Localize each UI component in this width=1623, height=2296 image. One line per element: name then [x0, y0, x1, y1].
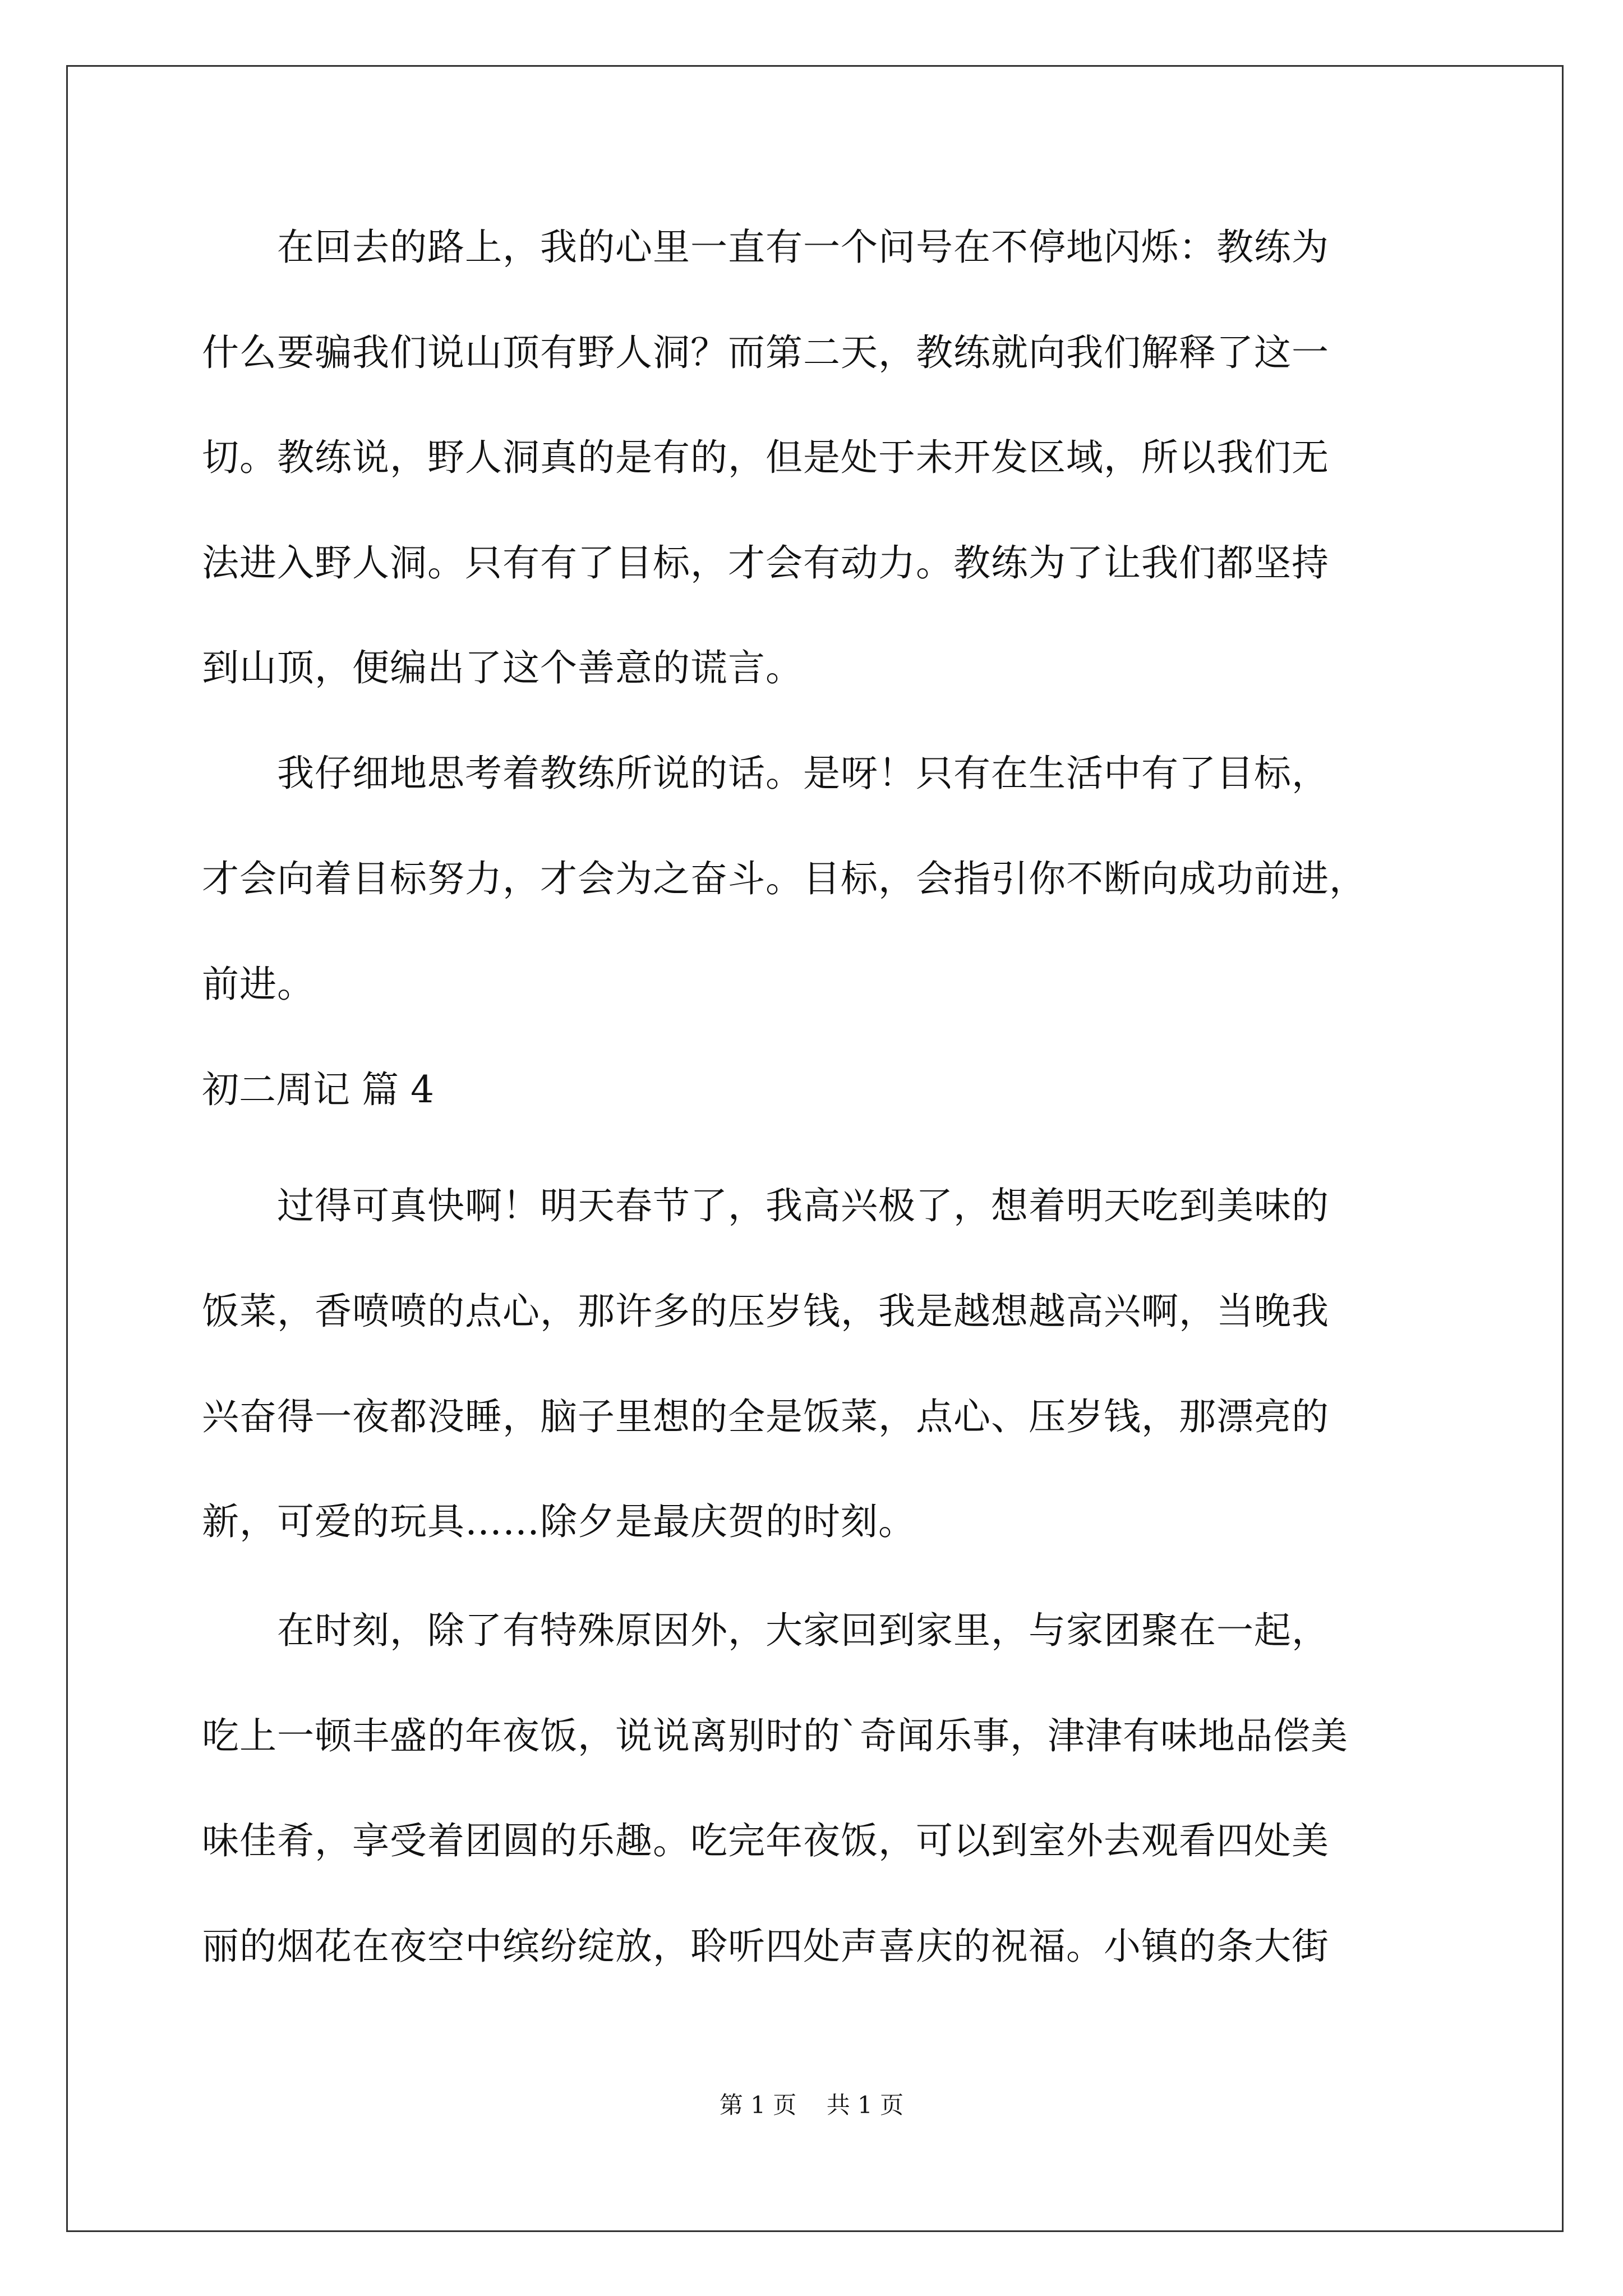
paragraph-1-line-5: 到山顶，便编出了这个善意的谎言。 — [202, 646, 803, 689]
paragraph-3-line-1: 过得可真快啊！明天春节了，我高兴极了，想着明天吃到美味的 — [202, 1184, 1329, 1227]
paragraph-3-line-2: 饭菜，香喷喷的点心，那许多的压岁钱，我是越想越高兴啊，当晚我 — [202, 1290, 1329, 1333]
paragraph-1-line-3: 切。教练说，野人洞真的是有的，但是处于未开发区域，所以我们无 — [202, 436, 1329, 479]
section-heading: 初二周记 篇 4 — [202, 1068, 434, 1111]
paragraph-1-line-2: 什么要骗我们说山顶有野人洞？而第二天，教练就向我们解释了这一 — [202, 331, 1329, 374]
page-border — [66, 65, 1564, 2232]
paragraph-2-line-2: 才会向着目标努力，才会为之奋斗。目标，会指引你不断向成功前进， — [202, 857, 1367, 900]
paragraph-4-line-3: 味佳肴，享受着团圆的乐趣。吃完年夜饭，可以到室外去观看四处美 — [202, 1819, 1329, 1862]
paragraph-3-line-4: 新，可爱的玩具……除夕是最庆贺的时刻。 — [202, 1500, 916, 1543]
paragraph-1-line-4: 法进入野人洞。只有有了目标，才会有动力。教练为了让我们都坚持 — [202, 541, 1329, 585]
paragraph-2-line-1: 我仔细地思考着教练所说的话。是呀！只有在生活中有了目标， — [202, 752, 1329, 795]
paragraph-1-line-1: 在回去的路上，我的心里一直有一个问号在不停地闪烁：教练为 — [202, 226, 1329, 269]
paragraph-4-line-2: 吃上一顿丰盛的年夜饭，说说离别时的`奇闻乐事，津津有味地品偿美 — [202, 1714, 1348, 1757]
paragraph-2-line-3: 前进。 — [202, 963, 315, 1006]
paragraph-3-line-3: 兴奋得一夜都没睡，脑子里想的全是饭菜，点心、压岁钱，那漂亮的 — [202, 1395, 1329, 1438]
paragraph-4-line-4: 丽的烟花在夜空中缤纷绽放，聆听四处声喜庆的祝福。小镇的条大街 — [202, 1925, 1329, 1968]
page-footer: 第 1 页 共 1 页 — [719, 2091, 904, 2119]
paragraph-4-line-1: 在时刻，除了有特殊原因外，大家回到家里，与家团聚在一起， — [202, 1609, 1329, 1652]
